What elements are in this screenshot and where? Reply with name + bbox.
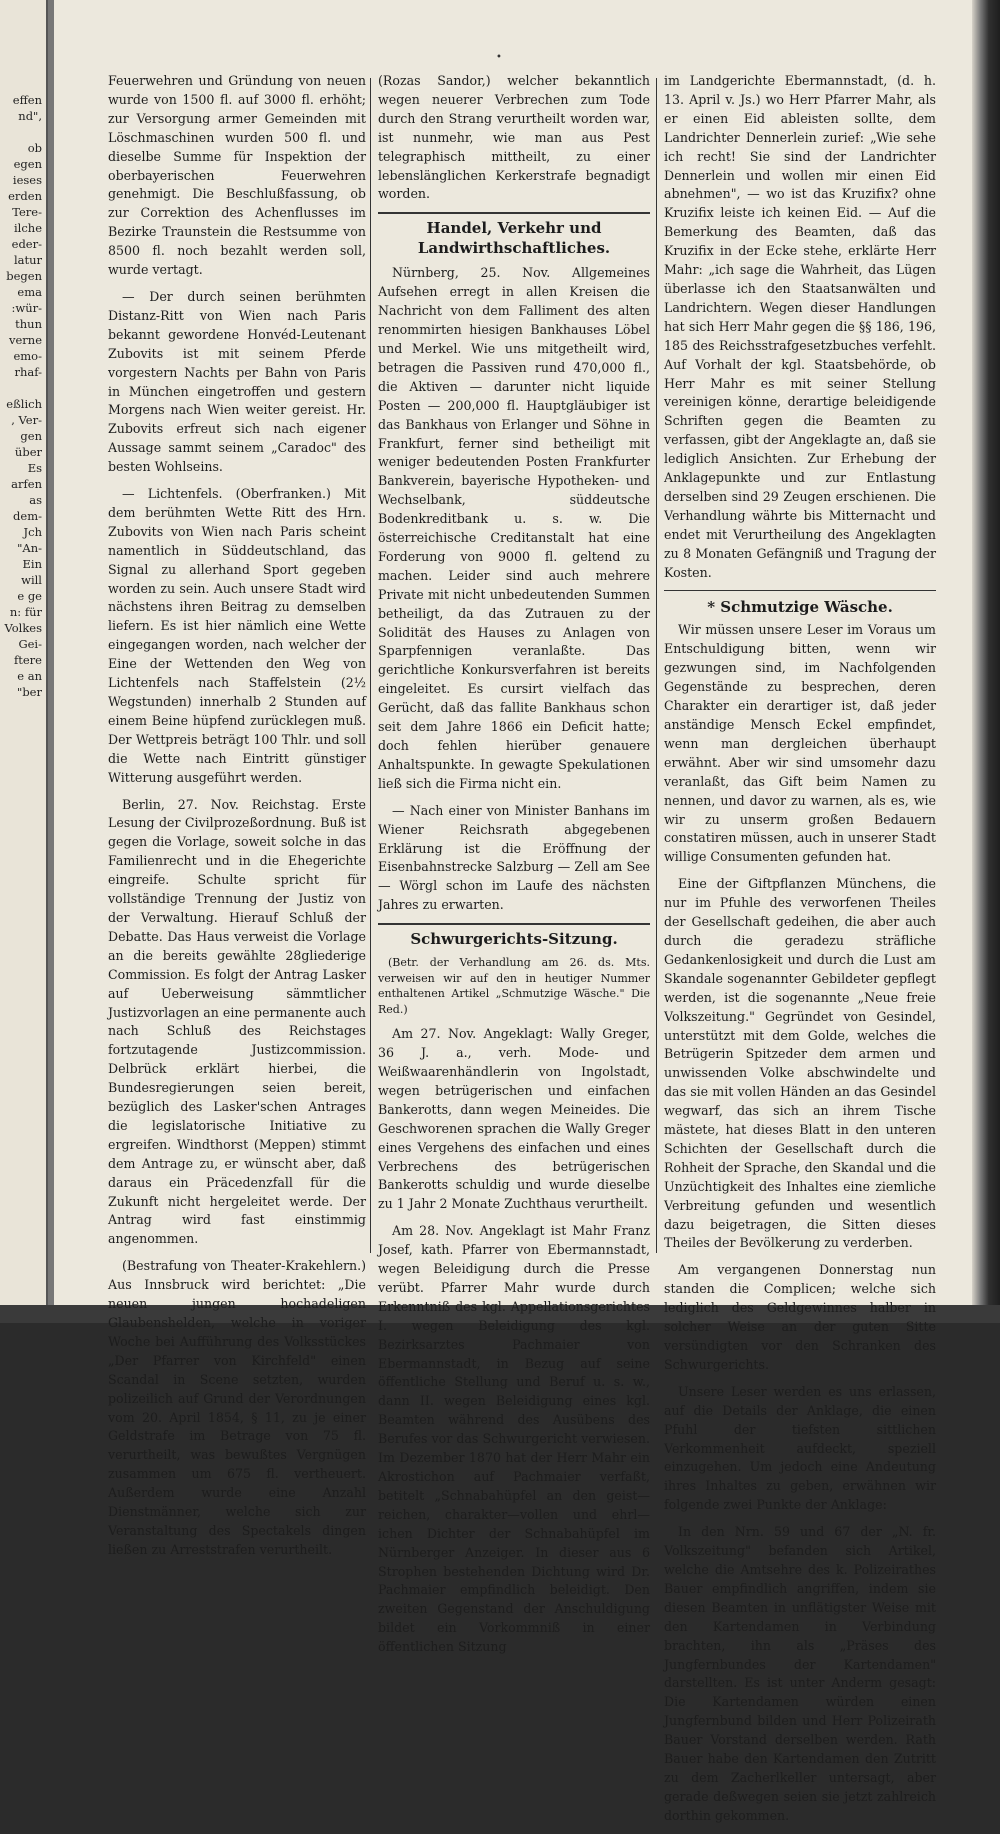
page-edge <box>972 0 1000 1323</box>
left-fragment-line <box>0 380 46 396</box>
article-rozas-sandor: (Rozas Sandor,) welcher bekanntlich wegen neuerer Verbrechen zum Tode durch den Strang verurtheilt worden war, ist nunmehr, wie man aus Pest telegraphisch mittheilt, zu einer lebenslänglichen Kerkerstrafe begnadigt worden. <box>378 73 650 202</box>
article-mahr-cont: im Landgerichte Ebermannstadt, (d. h. 13. April v. Js.) wo Herr Pfarrer Mahr, als er einen Eid ableisten sollte, dem Landrichter Dennerlein zurief: „Wie sehe ich recht! Sie sind der Landrichter Dennerlein und wollen mir einen Eid abnehmen", — wo ist das Kruzifix? ohne Kruzifix leiste ich keinen Eid. — Auf die Bemerkung des Beamten, daß das Kruzifix in der Ecke stehe, erklärte Herr Mahr: „ich sage die Wahrheit, das Lügen überlasse ich den Staatsanwälten und Landrichtern. Wegen dieser Handlungen hat sich Herr Mahr gegen die §§ 186, 196, 185 des Reichsstrafgesetzbuches verfehlt. Auf Vorhalt der kgl. Staatsbehörde, ob Herr Mahr es mit seiner Stellung vereinigen könne, derartige beleidigende Schriften gegen die Beamten zu verfassen, gibt der Angeklagte an, daß sie lediglich Ansichten. Zur Erhebung der Anklagepunkte und zur Entlastung derselben sind 29 Zeugen erschienen. Die Verhandlung währte bis Mitternacht und endet mit Verurtheilung des Angeklagten zu 8 Monaten Gefängniß und Tragung der Kosten. <box>664 73 936 580</box>
left-fragment-line: ieses <box>12 173 42 187</box>
left-fragment-line: as <box>29 493 42 507</box>
editor-note: (Betr. der Verhandlung am 26. ds. Mts. verweisen wir auf den in heutiger Nummer enthaltenen Artikel „Schmutzige Wäsche." Die Red.) <box>378 956 650 1016</box>
left-fragment-line <box>0 124 46 140</box>
left-fragment-line: ilche <box>13 221 42 235</box>
left-fragment-line: gen <box>20 429 42 443</box>
article-zubovits: — Der durch seinen berühmten Distanz-Ritt von Wien nach Paris bekannt gewordene Honvéd-Leutenant Zubovits ist mit seinem Pferde vorgestern Nachts per Bahn von Paris in München eingetroffen und gestern Morgens nach Wien weiter gereist. Hr. Zubovits erfreut sich nach eigener Aussage sammt seinem „Caradoc" des besten Wohlseins. <box>108 288 366 475</box>
left-page-fragment <box>0 0 48 1310</box>
article-berlin-reichstag: Berlin, 27. Nov. Reichstag. Erste Lesung der Civilprozeßordnung. Buß ist gegen die Vorlage, soweit solche in das Familienrecht und in die Ehegerichte eingreife. Schulte spricht für vollständige Trennung der Justiz von der Verwaltung. Hierauf Schluß der Debatte. Das Haus verweist die Vorlage an die bereits gewählte 28gliederige Commission. Es folgt der Antrag Lasker auf Ueberweisung sämmtlicher Justizvorlagen an eine permanente auch nach Schluß des Reichstages fortzutagende Justizcommission. Delbrück erklärt hierbei, die Bundesregierungen seien bereit, bezüglich des Lasker'schen Antrages die legislatorische Initiative zu ergreifen. Windthorst (Meppen) stimmt dem Antrage zu, er wünscht aber, daß daraus ein Präcedenzfall für die Zukunft nicht hergeleitet werde. Der Antrag wird fast einstimmig angenommen. <box>108 796 366 1247</box>
column-2 <box>378 72 650 1665</box>
left-fragment-line: Ein <box>22 557 42 571</box>
left-fragment-line: Volkes <box>4 621 42 635</box>
left-fragment-line: effen <box>12 93 42 107</box>
left-fragment-line: n: für <box>9 605 42 619</box>
divider <box>664 590 936 591</box>
article-innsbruck: (Bestrafung von Theater-Krakehlern.) Aus Innsbruck wird berichtet: „Die neuen jungen hochadeligen Glaubenshelden, welche in voriger Woche bei Aufführung des Volksstückes „Der Pfarrer von Kirchfeld" einen Scandal in Scene setzten, wurden polizeilich auf Grund der Verordnungen vom 20. April 1854, § 11, zu je einer Geldstrafe im Betrage von 75 fl. verurtheilt, was bewußtes Vergnügen zusammen um 675 fl. vertheuert. Außerdem wurde eine Anzahl Dienstmänner, welche sich zur Veranstaltung des Spectakels dingen ließen zu Arreststrafen verurtheilt. <box>108 1258 366 1557</box>
article-waesche-5: In den Nrn. 59 und 67 der „N. fr. Volkszeitung" befanden sich Artikel, welche die Amtsehre des k. Polizeirathes Bauer empfindlich angriffen, indem sie diesen Beamten in unflätigster Weise mit den Kartendamen in Verbindung brachten, ihn als „Präses des Jungfernbundes der Kartendamen" darstellten. Es ist unter Anderm gesagt: Die Kartendamen würden einen Jungfernbund bilden und Herr Polizeirath Bauer Vorstand derselben werden. Rath Bauer habe den Kartendamen den Zutritt zu dem Zacherlkeller untersagt, aber gerade deßwegen seien sie jetzt zahlreich dorthin gekommen. <box>664 1524 936 1823</box>
article-waesche-2: Eine der Giftpflanzen Münchens, die nur im Pfuhle des verworfenen Theiles der Gesellschaft gedeihen, die aber auch durch die geradezu sträfliche Gedankenlosigkeit und durch die Lust am Skandale sogenannter Gebildeter gepflegt werden, ist die sogenannte „Neue freie Volkszeitung." Gegründet von Gesindel, unterstützt mit dem Golde, welches die Betrügerin Spitzeder dem armen und unwissenden Volke abschwindelte und das sie mit vollen Händen an das Gesindel wegwarf, das sich an ihrem Tische mästete, hat dieses Blatt in den unteren Schichten der Gesellschaft durch die Rohheit der Sprache, den Skandal und die Unzüchtigkeit des Inhaltes eine ziemliche Verbreitung gefunden und wesentlich dazu beigetragen, die Sitten dieses Theiles der Bevölkerung zu verderben. <box>664 876 936 1251</box>
left-fragment-line: rhaf- <box>14 365 42 379</box>
left-fragment-line: emo- <box>13 349 42 363</box>
left-fragment-line: ob <box>27 141 42 155</box>
section-heading-schwurgericht: Schwurgerichts-Sitzung. <box>378 923 650 949</box>
left-fragment-line: Gei- <box>18 637 42 651</box>
left-fragment-line: Es <box>27 461 42 475</box>
article-lichtenfels: — Lichtenfels. (Oberfranken.) Mit dem berühmten Wette Ritt des Hrn. Zubovits von Wien nach Paris scheint namentlich in Süddeutschland, das Signal zu allerhand Sport gegeben worden zu sein. Auch unsere Stadt wird nächstens ihren Beitrag zu demselben liefern. Es ist hier nämlich eine Wette eingegangen worden, nach welcher der Eine der Wettenden den Weg von Lichtenfels nach Staffelstein (2½ Wegstunden) innerhalb 2 Stunden auf einem Beine hüpfend zurücklegen muß. Der Wettpreis beträgt 100 Thlr. und soll die Wette nach Eintritt günstiger Witterung ausgeführt werden. <box>108 486 366 785</box>
left-fragment-line: thun <box>15 317 42 331</box>
left-page-text <box>0 0 46 700</box>
article-greger: Am 27. Nov. Angeklagt: Wally Greger, 36 J. a., verh. Mode- und Weißwaarenhändlerin von Ingolstadt, wegen betrügerischen und einfachen Bankerotts, dann wegen Meineides. Die Geschworenen sprachen die Wally Greger eines Vergehens des einfachen und eines Verbrechens des betrügerischen Bankerotts schuldig und wurde dieselbe zu 1 Jahr 2 Monate Zuchthaus verurtheilt. <box>378 1026 650 1212</box>
section-heading-handel: Handel, Verkehr und Landwirthschaftliches. <box>378 212 650 258</box>
article-feuerwehren: Feuerwehren und Gründung von neuen wurde von 1500 fl. auf 3000 fl. erhöht; zur Versorgung armer Gemeinden mit Löschmaschinen wurden 500 fl. und dieselbe Summe für Inspektion der oberbayerischen Feuerwehren genehmigt. Die Beschlußfassung, ob zur Correktion des Achenflusses im Bezirke Traunstein die Restsumme von 8500 fl. noch bezahlt werden soll, wurde vertagt. <box>108 73 366 278</box>
article-nuernberg: Nürnberg, 25. Nov. Allgemeines Aufsehen erregt in allen Kreisen die Nachricht von dem Falliment des alten renommirten hiesigen Bankhauses Löbel und Merkel. Wie uns mitgetheilt wird, betragen die Passiven rund 470,000 fl., die Aktiven — darunter nicht liquide Posten — 200,000 fl. Hauptgläubiger ist das Bankhaus von Erlanger und Söhne in Frankfurt, ferner sind betheiligt mit weniger bedeutenden Posten Frankfurter Bankverein, bayerische Hypotheken- und Wechselbank, süddeutsche Bodenkreditbank u. s. w. Die österreichische Creditanstalt hat eine Forderung von 9000 fl. geltend zu machen. Leider sind auch mehrere Private mit nicht unbedeutenden Summen betheiligt, da das Zutrauen zu der Solidität des Hauses zu Anlagen von Sparpfennigen veranlaßte. Das gerichtliche Konkursverfahren ist bereits eingeleitet. Es cursirt vielfach das Gerücht, daß das fallite Bankhaus schon seit dem Jahre 1866 ein Deficit hatte; doch fehlen hierüber genauere Anhaltspunkte. In gewagte Spekulationen ließ sich die Firma nicht ein. <box>378 265 650 791</box>
left-fragment-line: begen <box>6 269 42 283</box>
left-fragment-line: eder- <box>11 237 42 251</box>
left-fragment-line: Tere- <box>12 205 42 219</box>
left-fragment-line: nd", <box>18 109 42 123</box>
left-fragment-line: verne <box>8 333 42 347</box>
article-eisenbahn: — Nach einer von Minister Banhans im Wiener Reichsrath abgegebenen Erklärung ist die Eröffnung der Eisenbahnstrecke Salzburg — Zell am See — Wörgl schon im Laufe des nächsten Jahres zu erwarten. <box>378 802 650 913</box>
column-rule-1 <box>370 78 371 1253</box>
column-1 <box>108 72 366 1568</box>
left-fragment-line: :wür- <box>11 301 42 315</box>
left-fragment-line: e ge <box>17 589 42 603</box>
column-3 <box>664 72 936 1834</box>
left-fragment-line: "ber <box>17 685 42 699</box>
left-fragment-line: egen <box>13 157 42 171</box>
left-fragment-line: eßlich <box>6 397 42 411</box>
section-heading-schmutzige-waesche: * Schmutzige Wäsche. <box>707 598 893 617</box>
left-fragment-line: arfen <box>11 477 42 491</box>
article-waesche-3: Am vergangenen Donnerstag nun standen die Complicen; welche sich lediglich des Geldgewinnes halber in solcher Weise an der guten Sitte versündigten vor den Schranken des Schwurgerichts. <box>664 1262 936 1372</box>
article-mahr: Am 28. Nov. Angeklagt ist Mahr Franz Josef, kath. Pfarrer von Ebermannstadt, wegen Beleidigung durch die Presse verübt. Pfarrer Mahr wurde durch Erkenntniß des kgl. Appellationsgerichtes I. wegen Beleidigung des kgl. Bezirksarztes Pachmaier von Ebermannstadt, in Bezug auf seine öffentliche Stellung und Beruf u. s. w., dann II. wegen Beleidigung eines kgl. Beamten während des Ausübens des Berufes vor das Schwurgericht verwiesen. Im Dezember 1870 hat der Herr Mahr ein Akrostichon auf Pachmaier verfaßt, betitelt „Schnabahüpfel an den geist—reichen, charakter—vollen und ehrl—ichen Dichter der Schnabahüpfel im Nürnberger Anzeiger. In dieser aus 6 Strophen bestehenden Dichtung wird Dr. Pachmaier empfindlich beleidigt. Den zweiten Gegenstand der Anschuldigung bildet ein Vorkommniß in einer öffentlichen Sitzung <box>378 1223 650 1655</box>
left-fragment-line: ftere <box>14 653 42 667</box>
article-waesche-4: Unsere Leser werden es uns erlassen, auf die Details der Anklage, die einen Pfuhl der tiefsten sittlichen Verkommenheit aufdeckt, speziell einzugehen. Um jedoch eine Andeutung ihres Inhaltes zu geben, erwähnen wir folgende zwei Punkte der Anklage: <box>664 1383 936 1513</box>
page-dot: • <box>496 52 502 63</box>
left-fragment-line: dem- <box>13 509 42 523</box>
left-fragment-line: "An- <box>17 541 42 555</box>
left-fragment-line: latur <box>13 253 42 267</box>
article-waesche-1: Wir müssen unsere Leser im Voraus um Entschuldigung bitten, wenn wir gezwungen sind, im Nachfolgenden Gegenstände zu besprechen, deren Charakter ein derartiger ist, daß jeder anständige Mensch Eckel empfindet, wenn man dergleichen überhaupt erwähnt. Aber wir sind umsomehr dazu veranlaßt, das Gift beim Namen zu nennen, und davor zu warnen, als es, wie wir zu unserm großen Bedauern constatiren müssen, auch in unserer Stadt willige Consumenten gefunden hat. <box>664 622 936 865</box>
left-fragment-line: über <box>14 445 42 459</box>
left-fragment-line: ema <box>17 285 42 299</box>
left-fragment-line: Jch <box>23 525 42 539</box>
left-fragment-line: erden <box>8 189 42 203</box>
left-fragment-line: will <box>21 573 42 587</box>
left-fragment-line: , Ver- <box>11 413 42 427</box>
left-fragment-line: e an <box>17 669 42 683</box>
column-rule-2 <box>656 78 657 1253</box>
